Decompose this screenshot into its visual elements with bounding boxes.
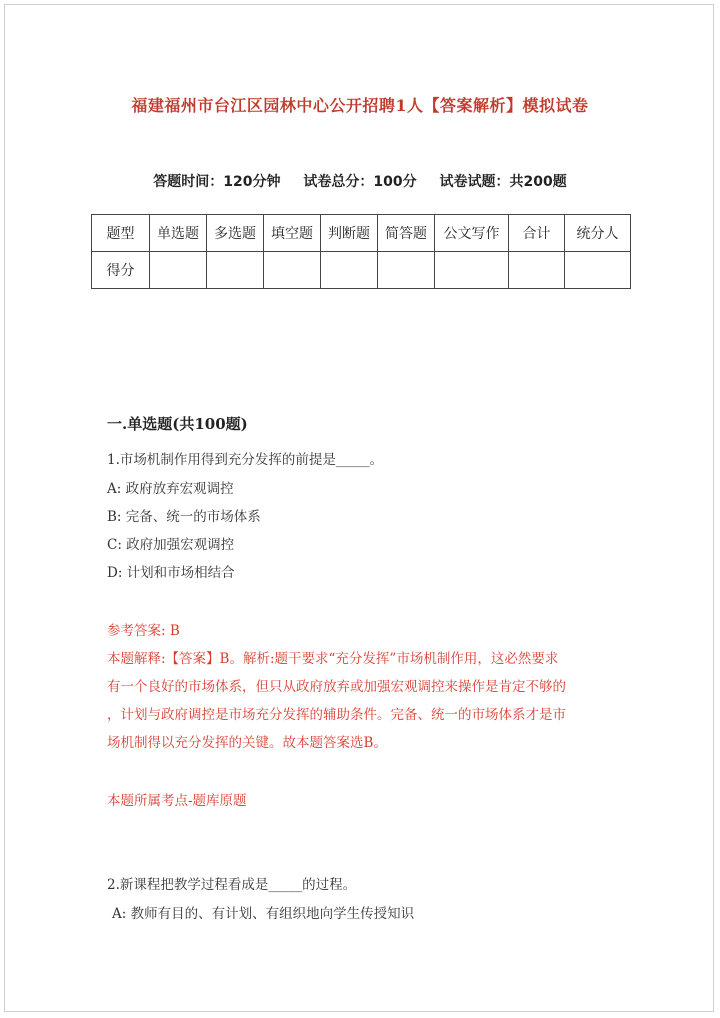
- score-cell: [264, 252, 321, 289]
- exam-question-count: 试卷试题：共200题: [439, 174, 567, 190]
- score-table: [91, 214, 631, 289]
- header-cell: 公文写作: [435, 215, 509, 252]
- exam-total-score: 试卷总分：100分: [303, 174, 417, 190]
- score-table-score-row: [92, 252, 631, 289]
- page-title: 福建福州市台江区园林中心公开招聘1人【答案解析】模拟试卷: [131, 96, 589, 115]
- score-cell: [150, 252, 207, 289]
- header-cell: 统分人: [565, 215, 631, 252]
- header-cell: 判断题: [321, 215, 378, 252]
- question-1-explanation-line: 有一个良好的市场体系，但只从政府放弃或加强宏观调控来操作是肯定不够的: [107, 679, 566, 695]
- header-cell: 填空题: [264, 215, 321, 252]
- header-cell: 单选题: [150, 215, 207, 252]
- score-cell: [565, 252, 631, 289]
- question-2-stem: 2.新课程把教学过程看成是_____的过程。: [107, 877, 357, 893]
- exam-meta: [0, 171, 720, 191]
- header-cell: 题型: [92, 215, 150, 252]
- question-1-explanation-line: ，计划与政府调控是市场充分发挥的辅助条件。完备、统一的市场体系才是市: [107, 707, 566, 723]
- question-1-option-a: A: 政府放弃宏观调控: [107, 481, 234, 497]
- score-cell: [207, 252, 264, 289]
- exam-time: 答题时间：120分钟: [153, 174, 281, 190]
- question-2-option-a: A: 教师有目的、有计划、有组织地向学生传授知识: [112, 906, 415, 922]
- question-1-option-b: B: 完备、统一的市场体系: [107, 509, 261, 525]
- question-1-answer: 参考答案: B: [107, 623, 180, 639]
- question-1-explanation-line: 场机制得以充分发挥的关键。故本题答案选B。: [107, 735, 387, 751]
- question-1-option-d: D: 计划和市场相结合: [107, 565, 235, 581]
- score-table-header-row: [92, 215, 631, 252]
- score-row-label: 得分: [92, 252, 150, 289]
- question-1-explanation-line: 本题解释:【答案】B。解析:题干要求“充分发挥”市场机制作用，这必然要求: [107, 651, 559, 667]
- header-cell: 合计: [509, 215, 565, 252]
- section-title: 一.单选题(共100题): [107, 415, 248, 433]
- header-cell: 多选题: [207, 215, 264, 252]
- question-1-option-c: C: 政府加强宏观调控: [107, 537, 235, 553]
- score-cell: [378, 252, 435, 289]
- score-cell: [435, 252, 509, 289]
- header-cell: 简答题: [378, 215, 435, 252]
- question-1-source: 本题所属考点-题库原题: [107, 793, 247, 809]
- score-cell: [509, 252, 565, 289]
- score-cell: [321, 252, 378, 289]
- question-1-stem: 1.市场机制作用得到充分发挥的前提是_____。: [107, 452, 384, 468]
